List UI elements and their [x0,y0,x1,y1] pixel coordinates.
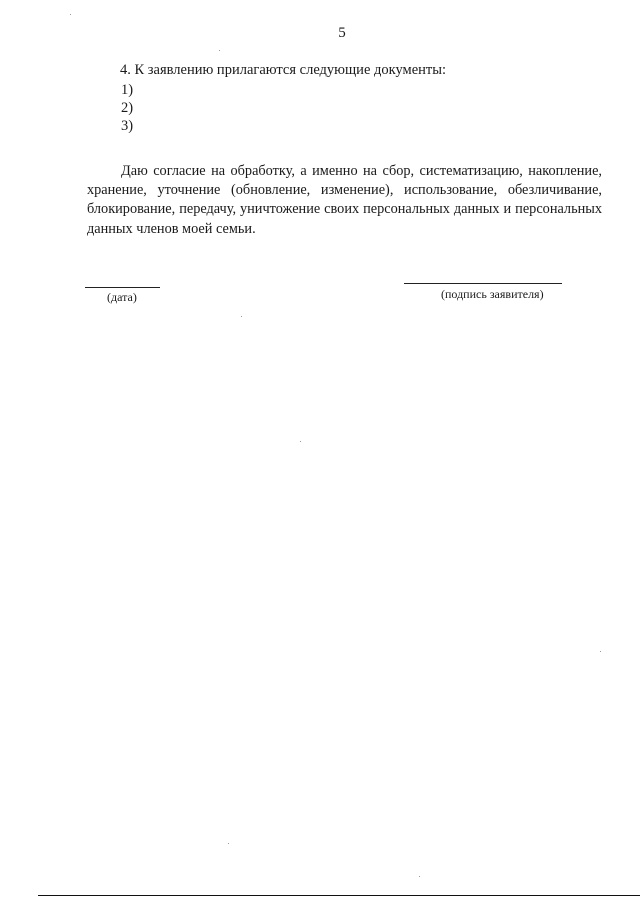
documents-section-title: 4. К заявлению прилагаются следующие документы: [120,62,447,78]
signature-caption: (подпись заявителя) [441,287,544,301]
document-item-2: 2) [121,100,134,116]
scan-speck [600,651,601,652]
signature-line [404,283,562,284]
document-item-3: 3) [121,118,134,134]
scan-speck [241,316,242,317]
date-line [85,287,160,288]
scan-speck [419,876,420,877]
document-item-1: 1) [121,82,134,98]
scan-speck [300,441,301,442]
scan-speck [219,50,220,51]
scan-speck [70,14,71,15]
scan-speck [228,843,229,844]
page-number: 5 [338,25,346,41]
consent-paragraph: Даю согласие на обработку, а именно на сбор, систематизацию, накопление, хранение, уточнение (обновление, изменение), использование, обезличивание, блокирование, передачу, уничтожение своих персональных данных и персональных данных членов моей семьи. [87,163,602,237]
date-caption: (дата) [107,290,137,304]
bottom-border [38,895,640,896]
